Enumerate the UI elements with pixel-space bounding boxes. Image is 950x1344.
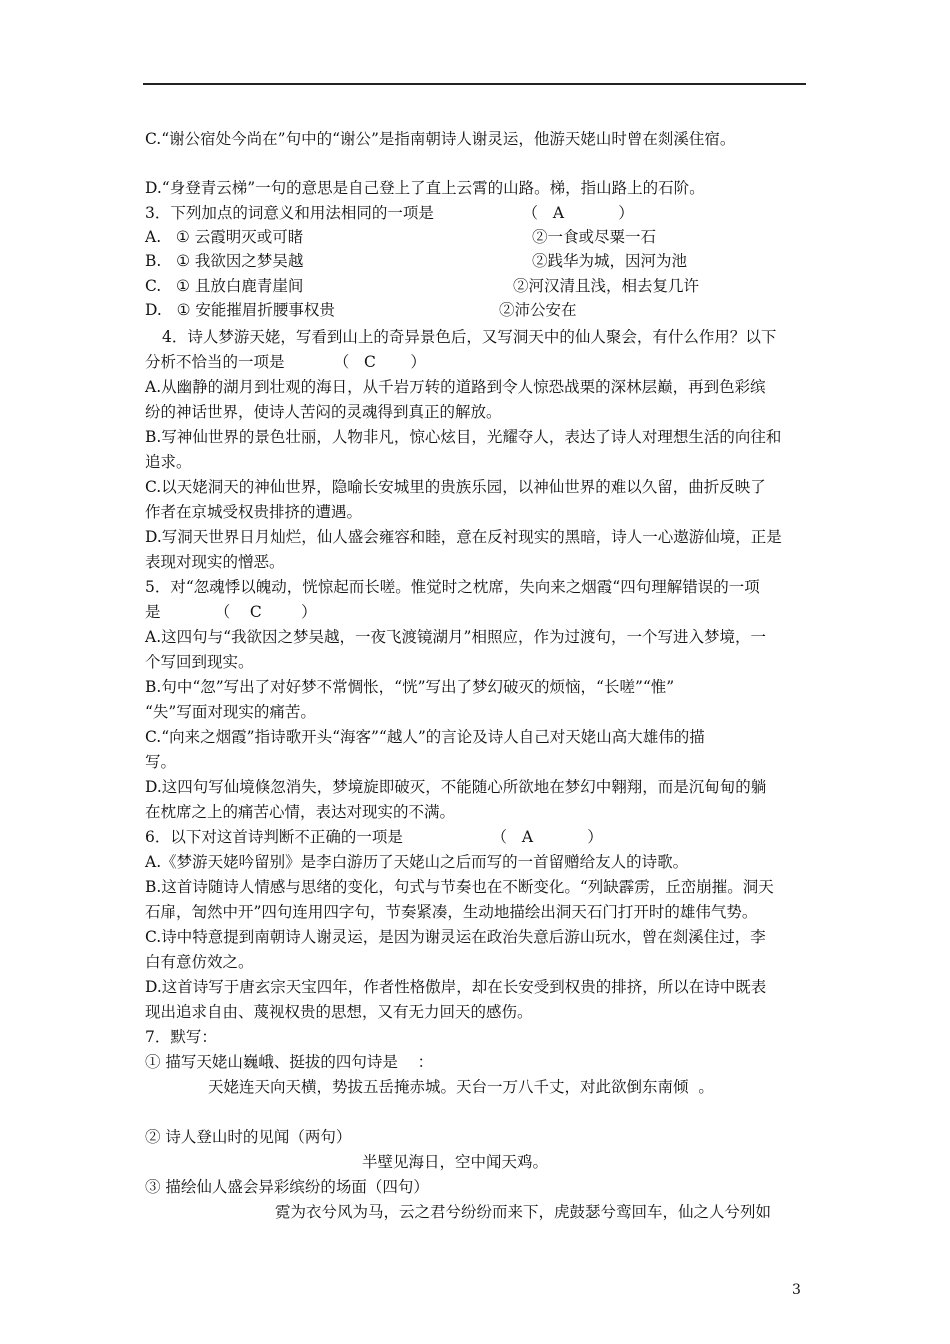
header-rule [143, 83, 806, 85]
text-line: D. ① 安能摧眉折腰事权贵 [145, 301, 335, 319]
text-line: 白有意仿效之。 [145, 953, 254, 971]
text-line: ②践华为城，因河为池 [532, 252, 688, 270]
text-line: 写。 [145, 753, 177, 771]
page-number: 3 [792, 1282, 801, 1298]
text-line: D.“身登青云梯”一句的意思是自己登上了直上云霄的山路。梯，指山路上的石阶。 [145, 179, 705, 197]
text-line: A.《梦游天姥吟留别》是李白游历了天姥山之后而写的一首留赠给友人的诗歌。 [145, 853, 689, 871]
text-line: A.这四句与“我欲因之梦吴越，一夜飞渡镜湖月”相照应，作为过渡句，一个写进入梦境，一 [145, 628, 766, 646]
text-line: ②一食或尽粟一石 [532, 228, 657, 246]
text-line: 半壁见海日，空中闻天鸡。 [362, 1153, 549, 1171]
text-line: 天姥连天向天横，势拔五岳掩赤城。天台一万八千丈，对此欲倒东南倾 。 [208, 1078, 714, 1096]
text-line: 6．以下对这首诗判断不正确的一项是 （ A ） [145, 828, 603, 846]
text-line: 5．对“忽魂悸以魄动，恍惊起而长嗟。惟觉时之枕席，失向来之烟霞“四句理解错误的一项 [145, 578, 760, 596]
text-line: B.句中“忽”写出了对好梦不常惆怅，“恍”写出了梦幻破灭的烦恼，“长嗟”“惟” [145, 678, 675, 696]
text-line: 作者在京城受权贵排挤的遭遇。 [145, 503, 363, 521]
text-line: 霓为衣兮风为马，云之君兮纷纷而来下，虎鼓瑟兮鸾回车，仙之人兮列如 [275, 1203, 772, 1221]
text-line: ②沛公安在 [499, 301, 577, 319]
text-line: “失”写面对现实的痛苦。 [145, 703, 316, 721]
text-line: C.诗中特意提到南朝诗人谢灵运，是因为谢灵运在政治失意后游山玩水，曾在剡溪住过，李 [145, 928, 766, 946]
text-line: 是 （ C ） [145, 603, 317, 621]
text-line: 在枕席之上的痛苦心情，表达对现实的不满。 [145, 803, 456, 821]
text-line: C.“谢公宿处今尚在”句中的“谢公”是指南朝诗人谢灵运，他游天姥山时曾在剡溪住宿。 [145, 130, 736, 148]
text-line: 个写回到现实。 [145, 653, 254, 671]
text-line: D.这首诗写于唐玄宗天宝四年，作者性格傲岸，却在长安受到权贵的排挤，所以在诗中既表 [145, 978, 767, 996]
text-line: 7．默写： [145, 1028, 217, 1046]
text-line: C.以天姥洞天的神仙世界，隐喻长安城里的贵族乐园，以神仙世界的难以久留，曲折反映了 [145, 478, 766, 496]
text-line: 表现对现实的憎恶。 [145, 553, 285, 571]
text-line: 分析不恰当的一项是 （ C ） [145, 353, 426, 371]
text-line: B.这首诗随诗人情感与思绪的变化，句式与节奏也在不断变化。“列缺霹雳，丘峦崩摧。洞天 [145, 878, 774, 896]
text-line: C.“向来之烟霞”指诗歌开头“海客”“越人”的言论及诗人自己对天姥山高大雄伟的描 [145, 728, 705, 746]
text-line: B. ① 我欲因之梦吴越 [145, 252, 304, 270]
text-line: 追求。 [145, 453, 192, 471]
text-line: 纷的神话世界，使诗人苦闷的灵魂得到真正的解放。 [145, 403, 502, 421]
text-line: A. ① 云霞明灭或可睹 [145, 228, 304, 246]
text-line: ① 描写天姥山巍峨、挺拔的四句诗是 ： [145, 1053, 434, 1071]
text-line: 石扉，訇然中开”四句连用四字句，节奏紧凑，生动地描绘出洞天石门打开时的雄伟气势。 [145, 903, 758, 921]
text-line: ③ 描绘仙人盛会异彩缤纷的场面（四句） [145, 1178, 429, 1196]
text-line: 现出追求自由、蔑视权贵的思想，又有无力回天的感伤。 [145, 1003, 533, 1021]
text-line: ② 诗人登山时的见闻（两句） [145, 1128, 352, 1146]
text-line: D.写洞天世界日月灿烂，仙人盛会雍容和睦，意在反衬现实的黑暗，诗人一心遨游仙境，正是 [145, 528, 782, 546]
text-line: 4．诗人梦游天姥，写看到山上的奇异景色后，又写洞天中的仙人聚会，有什么作用？以下 [162, 328, 777, 346]
text-line: A.从幽静的湖月到壮观的海日，从千岩万转的道路到令人惊恐战栗的深林层巅，再到色彩缤 [145, 378, 766, 396]
text-line: ②河汉清且浅，相去复几许 [513, 277, 700, 295]
text-line: 3．下列加点的词意义和用法相同的一项是 （ A ） [145, 204, 634, 222]
text-line: C. ① 且放白鹿青崖间 [145, 277, 304, 295]
text-line: B.写神仙世界的景色壮丽，人物非凡，惊心炫目，光耀夺人，表达了诗人对理想生活的向往和 [145, 428, 782, 446]
text-line: D.这四句写仙境倏忽消失，梦境旋即破灭，不能随心所欲地在梦幻中翱翔，而是沉甸甸的躺 [145, 778, 767, 796]
